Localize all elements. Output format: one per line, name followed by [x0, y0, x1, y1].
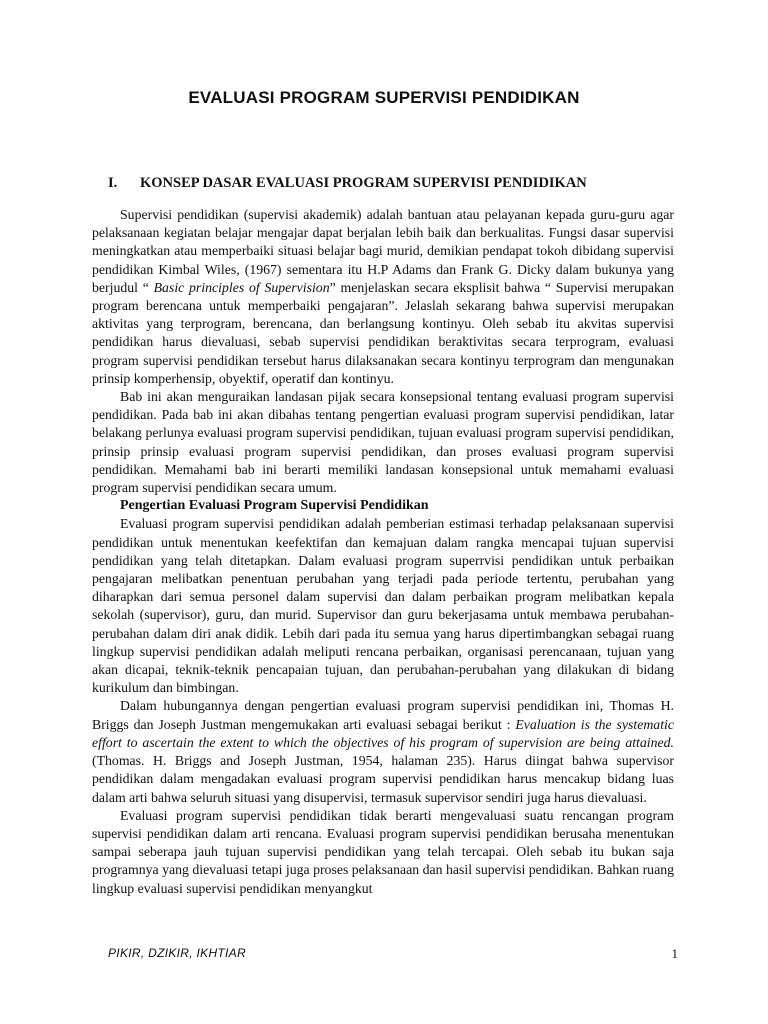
paragraph-1 [92, 206, 674, 388]
paragraph-4-text-b: (Thomas. H. Briggs and Joseph Justman, 1954, halaman 235). Harus diingat bahwa supervisor pendidikan dalam mengadakan evaluasi program supervisi pendidikan harus mencakup bidang luas dalam arti bahwa seluruh situasi yang disupervisi, termasuk supervisor sendiri juga harus dievaluasi. [92, 753, 674, 805]
paragraph-2: Bab ini akan menguraikan landasan pijak secara konsepsional tentang evaluasi program supervisi pendidikan. Pada bab ini akan dibahas tentang pengertian evaluasi program supervisi pendidikan, latar belakang perlunya evaluasi program supervisi pendidikan, tujuan evaluasi program supervisi pendidikan, prinsip prinsip evaluasi program supervisi pendidikan, dan proses evaluasi program supervisi pendidikan. Memahami bab ini berarti memiliki landasan konsepsional untuk memahami evaluasi program supervisi pendidikan secara umum. [92, 389, 674, 496]
section-number: I. [108, 175, 118, 191]
section-heading-text: KONSEP DASAR EVALUASI PROGRAM SUPERVISI PENDIDIKAN [140, 175, 587, 191]
page-footer [108, 946, 678, 961]
paragraph-4-text-a: Dalam hubungannya dengan pengertian evaluasi program supervisi pendidikan ini, Thomas H. Briggs dan Joseph Justman mengemukakan arti evaluasi sebagai berikut : [92, 698, 674, 732]
footer-motto: PIKIR, DZIKIR, IKHTIAR [108, 946, 246, 960]
section-heading [108, 175, 587, 192]
paragraph-3: Evaluasi program supervisi pendidikan adalah pemberian estimasi terhadap pelaksanaan supervisi pendidikan untuk menentukan keefektifan dan kemajuan dalam rangka mencapai tujuan supervisi pendidikan yang telah ditetapkan. Dalam evaluasi program superrvisi pendidikan untuk perbaikan pengajaran melibatkan penentuan perubahan yang terjadi pada periode tertentu, perubahan yang diharapkan dari semua personel dalam supervisi dan dalam perbaikan program melibatkan kepala sekolah (supervisor), guru, dan murid. Supervisor dan guru bekerjasama untuk membawa perubahan-perubahan dalam diri anak didik. Lebih dari pada itu semua yang harus dipertimbangkan sebagai ruang lingkup supervisi pendidikan adalah meliputi rencana perbaikan, organisasi perencanaan, tujuan yang akan dicapai, teknik-teknik pencapaian tujuan, dan perubahan-perubahan yang dilakukan di bidang kurikulum dan bimbingan. [92, 516, 674, 696]
paragraph-4 [92, 697, 674, 806]
document-title: EVALUASI PROGRAM SUPERVISI PENDIDIKAN [188, 88, 580, 107]
paragraph-5: Evaluasi program supervisi pendidikan tidak berarti mengevaluasi suatu rencangan program supervisi pendidikan dalam arti rencana. Evaluasi program supervisi pendidikan berusaha menentukan sampai seberapa jauh tujuan supervisi pendidikan yang telah tercapai. Oleh sebab itu bukan saja programnya yang dievaluasi tetapi juga proses pelaksanaan dan hasil supervisi pendidikan. Bahkan ruang lingkup evaluasi supervisi pendidikan menyangkut [92, 807, 674, 896]
book-title-italic: Basic principles of Supervision [153, 279, 330, 295]
quote-italic: Evaluation is the systematic effort to ascertain the extent to which the objectives of his program of supervision are being attained. [92, 716, 675, 750]
page-number: 1 [671, 946, 678, 961]
subsection-heading: Pengertian Evaluasi Program Supervisi Pendidikan [120, 498, 429, 514]
paragraph-1-text-b: ” menjelaskan secara eksplisit bahwa “ Supervisi merupakan program berencana untuk memperbaiki pengajaran”. Jelaslah sekarang bahwa supervisi merupakan aktivitas yang terprogram, berencana, dan berlangsung kontinyu. Oleh sebab itu akvitas supervisi pendidikan harus dievaluasi, sebab supervisi pendidikan beraktivitas secara terprogram, evaluasi program supervisi pendidikan tersebut harus dilaksanakan secara kontinyu terprogram dan mengunakan prinsip komperhensip, obyektif, operatif dan kontinyu. [92, 279, 674, 386]
paragraph-1-text-a: Supervisi pendidikan (supervisi akademik) adalah bantuan atau pelayanan kepada guru-guru agar pelaksanaan kegiatan belajar mengajar dapat berjalan lebih baik dan berkualitas. Fungsi dasar supervisi meningkatkan atau memperbaiki situasi belajar bagi murid, demikian pendapat tokoh dibidang supervisi pendidikan Kimbal Wiles, (1967) sementara itu H.P Adams dan Frank G. Dicky dalam bukunya yang berjudul “ [92, 207, 674, 295]
document-body [92, 206, 674, 898]
